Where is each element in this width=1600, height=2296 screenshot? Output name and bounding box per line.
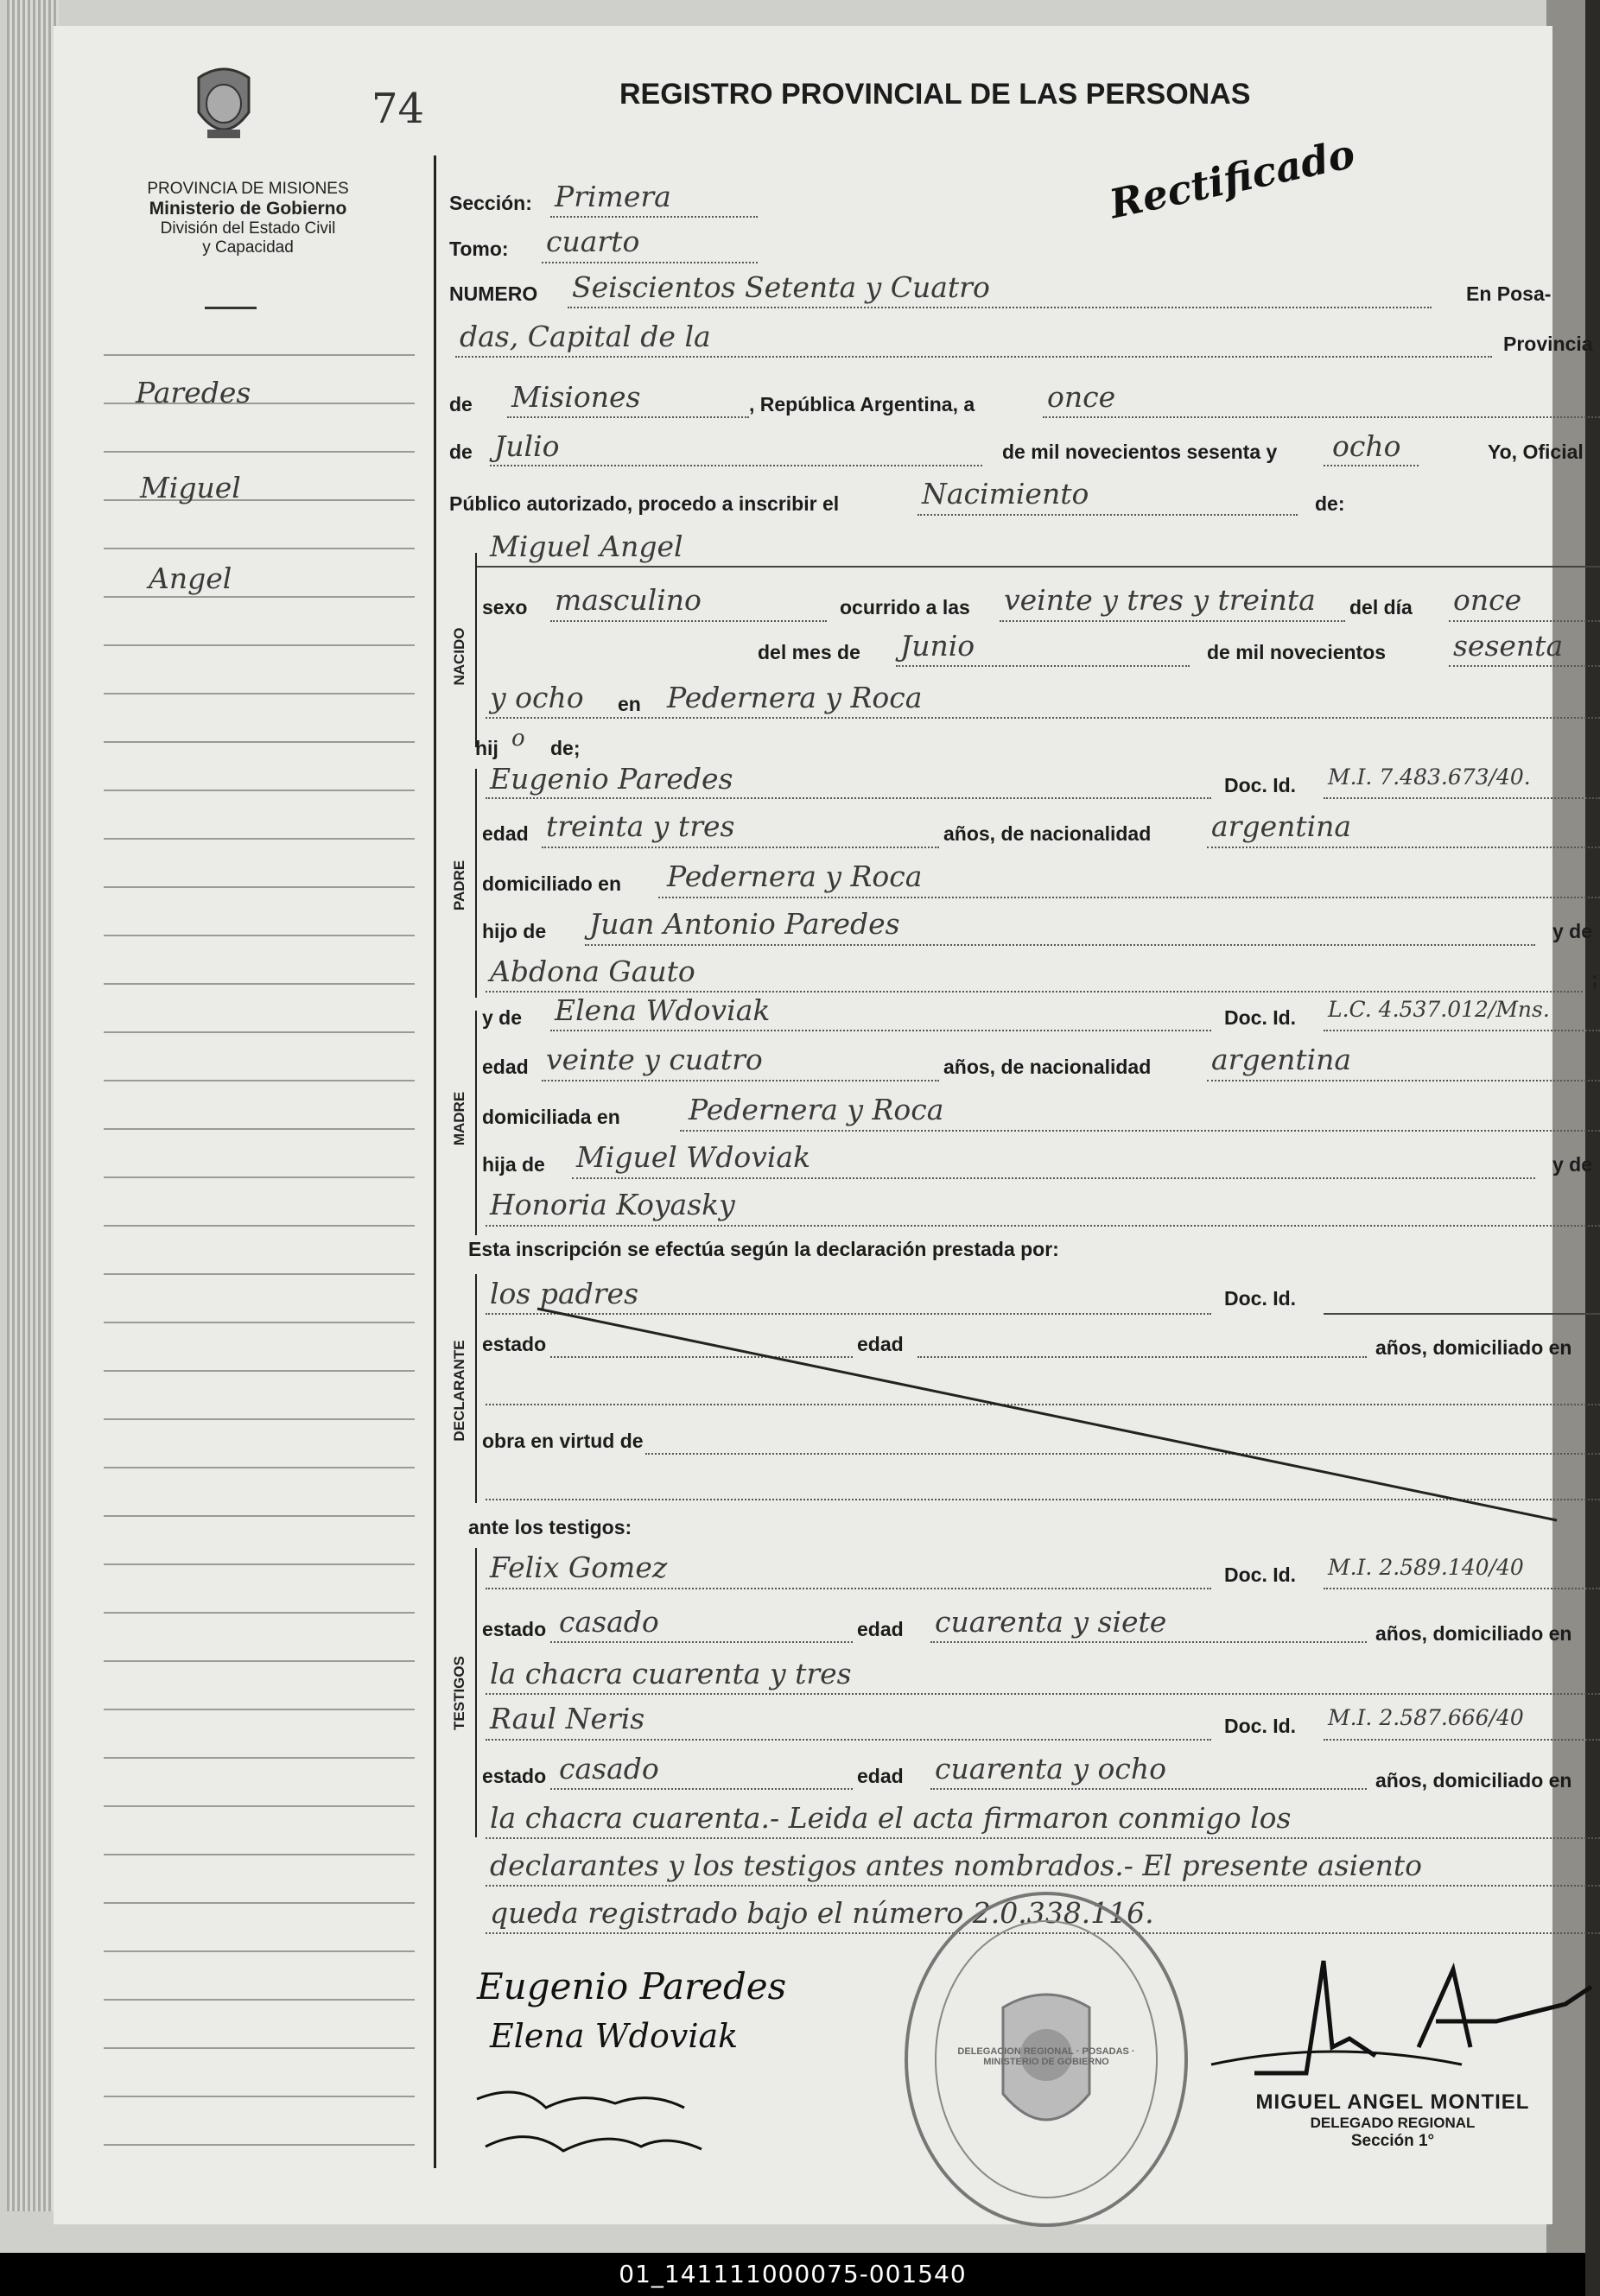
madre-hija-label: hija de: [482, 1153, 545, 1176]
seccion-value: Primera: [555, 180, 671, 213]
declarante-bracket: [475, 1274, 477, 1503]
seccion-label: Sección:: [449, 192, 532, 214]
signature-mother: Elena Wdoviak: [490, 2017, 739, 2055]
declarante-dom-label: años, domiciliado en: [1375, 1336, 1572, 1359]
testigos-intro: ante los testigos:: [468, 1516, 632, 1538]
testigo1-dom-label: años, domiciliado en: [1375, 1622, 1572, 1645]
yo-label: Yo, Oficial: [1488, 441, 1584, 463]
official-block: [1211, 2090, 1574, 2151]
nacido-bracket: [475, 553, 477, 747]
day-value: once: [1047, 380, 1116, 414]
testigo1-estado-value: casado: [559, 1605, 659, 1639]
margin-middle-name: Angel: [149, 561, 232, 595]
madre-edad-value: veinte y cuatro: [546, 1043, 763, 1076]
anio-continuation: y ocho: [490, 681, 584, 714]
margin-surname: Paredes: [136, 376, 251, 409]
testigo1-doc-value: M.I. 2.589.140/40: [1328, 1555, 1524, 1580]
place-value: das, Capital de la: [460, 320, 711, 353]
dia-value: once: [1453, 583, 1522, 617]
madre-yde2-label: y de: [1552, 1153, 1593, 1176]
official-title: DELEGADO REGIONAL: [1310, 2115, 1476, 2131]
testigo1-edad-label: edad: [857, 1618, 904, 1640]
declarante-estado-label: estado: [482, 1333, 547, 1355]
month-value: Julio: [494, 429, 560, 463]
testigo2-estado-value: casado: [559, 1752, 659, 1785]
nacido-name: Miguel Angel: [490, 530, 683, 563]
padre-nac-label: años, de nacionalidad: [943, 822, 1152, 845]
hijo-label: hij: [475, 737, 498, 759]
testigo2-edad-value: cuarenta y ocho: [935, 1752, 1166, 1785]
testigo1-doc-label: Doc. Id.: [1224, 1563, 1297, 1586]
mes-value: Junio: [900, 629, 975, 663]
lugar-value: Pedernera y Roca: [667, 681, 923, 714]
anio-label: de mil novecientos: [1207, 641, 1387, 663]
coat-of-arms-icon: [190, 60, 257, 147]
declarante-obra-label: obra en virtud de: [482, 1430, 644, 1452]
tomo-label: Tomo:: [449, 238, 509, 260]
padre-mother-value: Abdona Gauto: [490, 955, 695, 988]
hijo-suffix: o: [511, 726, 525, 752]
madre-doc-label: Doc. Id.: [1224, 1006, 1297, 1029]
ocurrido-label: ocurrido a las: [840, 596, 970, 618]
de2-label: de: [449, 441, 473, 463]
en-lugar-label: en: [618, 693, 641, 715]
testigo1-dom-value: la chacra cuarenta y tres: [490, 1657, 852, 1690]
padre-dom-label: domiciliado en: [482, 872, 622, 895]
testigo2-estado-label: estado: [482, 1765, 547, 1787]
padre-bracket: [475, 769, 477, 998]
register-page: [54, 26, 1598, 2224]
testigo2-edad-label: edad: [857, 1765, 904, 1787]
hora-value: veinte y tres y treinta: [1004, 583, 1316, 617]
madre-yde-label: y de: [482, 1006, 523, 1029]
madre-section-label: MADRE: [451, 1091, 467, 1146]
numero-label: NUMERO: [449, 282, 538, 305]
divider: [205, 307, 257, 309]
en-label: En Posa-: [1466, 282, 1552, 305]
year-value: ocho: [1332, 429, 1401, 463]
madre-dom-value: Pedernera y Roca: [689, 1093, 944, 1126]
padre-dom-value: Pedernera y Roca: [667, 859, 923, 893]
madre-edad-label: edad: [482, 1056, 529, 1078]
testigo1-name: Felix Gomez: [490, 1551, 668, 1584]
witness-signatures: [468, 2073, 727, 2168]
testigos-bracket: [475, 1548, 477, 1837]
declarante-doc-label: Doc. Id.: [1224, 1287, 1297, 1310]
rectificado-annotation: Rectificado: [1105, 130, 1359, 228]
declarante-intro: Esta inscripción se efectúa según la declaración prestada por:: [468, 1238, 1059, 1260]
anio-value: sesenta: [1453, 629, 1564, 663]
official-signature: [1203, 1935, 1600, 2082]
madre-doc-value: L.C. 4.537.012/Mns.: [1328, 997, 1550, 1022]
testigo2-name: Raul Neris: [490, 1702, 645, 1735]
nacido-section-label: NACIDO: [451, 627, 467, 686]
padre-nac-value: argentina: [1211, 809, 1352, 843]
mes-label: del mes de: [758, 641, 860, 663]
republica-label: , República Argentina, a: [749, 393, 975, 415]
numero-value: Seiscientos Setenta y Cuatro: [572, 270, 990, 304]
padre-section-label: PADRE: [451, 859, 467, 911]
de3-label: de:: [1315, 492, 1345, 515]
testigo1-edad-value: cuarenta y siete: [935, 1605, 1167, 1639]
year-label: de mil novecientos sesenta y: [1002, 441, 1278, 463]
madre-name: Elena Wdoviak: [555, 993, 771, 1027]
publico-label: Público autorizado, procedo a inscribir el: [449, 492, 840, 515]
official-seal: [905, 1892, 1188, 2227]
testigo2-dom-label: años, domiciliado en: [1375, 1769, 1572, 1792]
act-value: Nacimiento: [922, 477, 1089, 511]
official-name: MIGUEL ANGEL MONTIEL: [1255, 2090, 1530, 2114]
declarante-edad-label: edad: [857, 1333, 904, 1355]
tomo-value: cuarto: [546, 225, 640, 258]
padre-edad-value: treinta y tres: [546, 809, 735, 843]
closing-line-3: queda registrado bajo el número 2.0.338.116.: [490, 1896, 1154, 1930]
seal-text: DELEGACION REGIONAL · POSADAS · MINISTERIO DE GOBIERNO: [957, 2046, 1135, 2067]
padre-father-value: Juan Antonio Paredes: [589, 907, 900, 941]
padre-doc-value: M.I. 7.483.673/40.: [1328, 764, 1531, 790]
declarante-value: los padres: [490, 1277, 639, 1310]
margin-first-name: Miguel: [140, 471, 241, 504]
provincia-label: Provincia: [1503, 333, 1593, 355]
page-title: REGISTRO PROVINCIAL DE LAS PERSONAS: [619, 78, 1251, 111]
main-column-line: [434, 155, 436, 2168]
madre-bracket: [475, 1011, 477, 1235]
padre-name: Eugenio Paredes: [490, 762, 733, 796]
padre-doc-label: Doc. Id.: [1224, 774, 1297, 796]
padre-semicolon: ;: [1591, 967, 1598, 990]
file-caption: 01_141111000075-001540: [0, 2253, 1585, 2296]
authority-line: y Capacidad: [202, 238, 294, 257]
signature-father: Eugenio Paredes: [477, 1965, 787, 2007]
authority-block: [97, 180, 399, 257]
page-edges: [7, 0, 59, 2211]
de-label: de: [449, 393, 473, 415]
padre-hijo-label: hijo de: [482, 920, 547, 942]
madre-nac-value: argentina: [1211, 1043, 1352, 1076]
cancel-stroke: [537, 1304, 1574, 1529]
testigo1-estado-label: estado: [482, 1618, 547, 1640]
testigo2-doc-label: Doc. Id.: [1224, 1715, 1297, 1737]
closing-line-2: declarantes y los testigos antes nombrados.- El presente asiento: [490, 1849, 1423, 1882]
sexo-value: masculino: [555, 583, 702, 617]
de-semicolon-label: de;: [550, 737, 581, 759]
authority-line: PROVINCIA DE MISIONES: [147, 180, 349, 198]
page-number: 74: [371, 85, 425, 133]
authority-line: Ministerio de Gobierno: [149, 199, 347, 219]
testigo2-dom-value: la chacra cuarenta.- Leida el acta firmaron conmigo los: [490, 1801, 1292, 1835]
madre-dom-label: domiciliada en: [482, 1106, 620, 1128]
province-value: Misiones: [511, 380, 641, 414]
official-seccion: Sección 1°: [1350, 2132, 1435, 2150]
madre-mother-value: Honoria Koyasky: [490, 1188, 735, 1221]
padre-edad-label: edad: [482, 822, 529, 845]
sexo-label: sexo: [482, 596, 528, 618]
padre-yde-label: y de: [1552, 920, 1593, 942]
madre-nac-label: años, de nacionalidad: [943, 1056, 1152, 1078]
madre-father-value: Miguel Wdoviak: [576, 1140, 811, 1174]
testigos-section-label: TESTIGOS: [451, 1656, 467, 1730]
declarante-section-label: DECLARANTE: [451, 1340, 467, 1442]
authority-line: División del Estado Civil: [160, 219, 336, 238]
testigo2-doc-value: M.I. 2.587.666/40: [1328, 1705, 1524, 1730]
del-dia-label: del día: [1349, 596, 1413, 618]
